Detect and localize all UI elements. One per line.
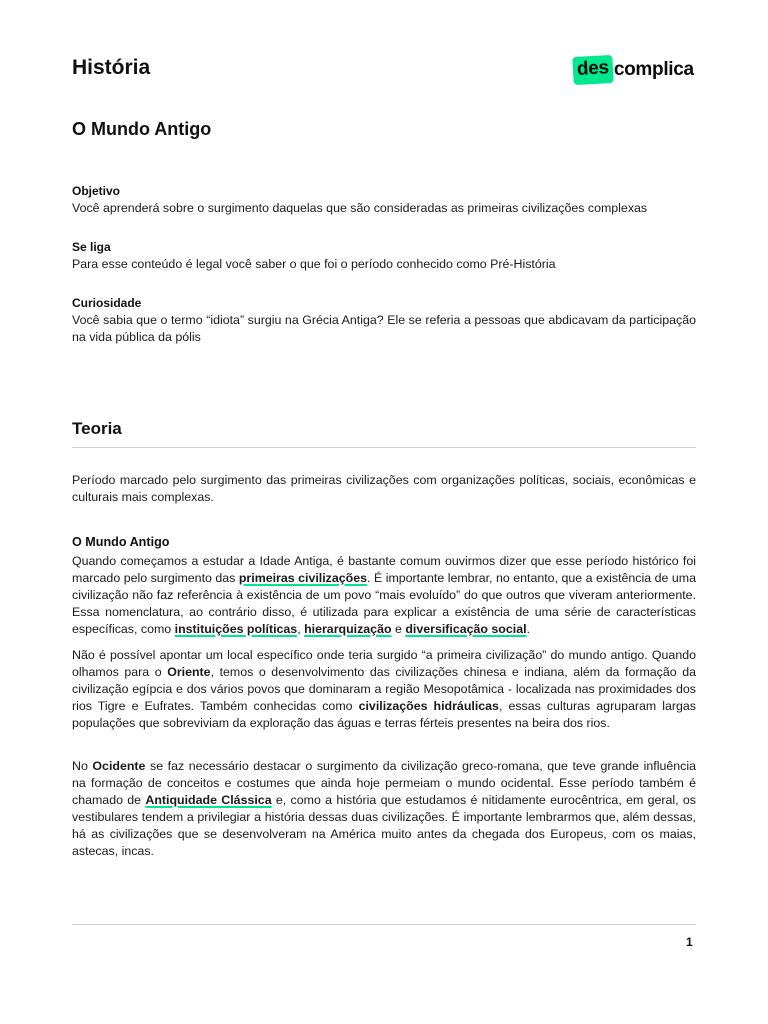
- highlight-primeiras-civilizacoes: primeiras civilizações: [238, 571, 368, 585]
- paragraph-1: [72, 553, 696, 638]
- page-number: 1: [686, 935, 693, 949]
- teoria-heading: Teoria: [72, 419, 122, 438]
- p3-text-c: e, como a história que estudamos é nitidamente eurocêntrica, em geral, os vestibulares tendem a privilegiar a história dessas duas civilizações. É importante lembrarmos que, além dessas, há as civilizações que se desenvolveram na América muito antes da chegada dos Europeus, com os maias, astecas, incas.: [72, 793, 696, 858]
- paragraph-3: [72, 758, 696, 860]
- p2-text-c: , essas culturas agruparam largas populações que sobreviviam da exploração das águas e terras férteis presentes na beira dos rios.: [72, 699, 697, 730]
- teoria-intro: Período marcado pelo surgimento das primeiras civilizações com organizações políticas, sociais, econômicas e culturais mais complexas.: [72, 473, 696, 504]
- subject-title: História: [72, 56, 151, 79]
- objetivo-text: Você aprenderá sobre o surgimento daquelas que são consideradas as primeiras civilizações complexas: [72, 201, 648, 215]
- se-liga-text: Para esse conteúdo é legal você saber o que foi o período conhecido como Pré-História: [72, 257, 556, 271]
- highlight-antiguidade-classica: Antiquidade Clássica: [145, 793, 272, 807]
- curiosidade-text: Você sabia que o termo “idiota” surgiu na Grécia Antiga? Ele se referia a pessoas que abdicavam da participação na vida pública da pólis: [72, 313, 696, 344]
- bold-oriente: Oriente: [167, 665, 211, 679]
- objetivo-label: Objetivo: [72, 184, 121, 198]
- logo-text: complica: [613, 59, 694, 80]
- logo-highlight: des: [572, 55, 613, 85]
- p1-text-e: .: [526, 622, 531, 636]
- paragraph-2: [72, 647, 696, 732]
- p3-text-a: No: [72, 759, 93, 773]
- p1-text-c: ,: [297, 622, 305, 636]
- bold-ocidente: Ocidente: [92, 759, 146, 773]
- document-title: O Mundo Antigo: [72, 119, 212, 139]
- bold-civilizacoes-hidraulicas: civilizações hidráulicas: [358, 699, 499, 713]
- curiosidade-label: Curiosidade: [72, 296, 142, 310]
- p3-text-b: se faz necessário destacar o surgimento da civilização greco-romana, que teve grande influência na formação de conceitos e costumes que ainda hoje permeiam o mundo ocidental. Esse período também é chamado de: [72, 759, 696, 807]
- descomplica-logo: [573, 54, 694, 86]
- p2-text-a: Não é possível apontar um local específico onde teria surgido “a primeira civilização” do mundo antigo. Quando olhamos para o: [72, 648, 696, 679]
- footer-divider: [72, 924, 696, 925]
- p2-text-b: , temos o desenvolvimento das civilizações chinesa e indiana, além da formação da civilização egípcia e dos vários povos que dominaram a região Mesopotâmica - localizada nas proximidades dos rios Tigre e Eufrates. Também conhecidas como: [72, 665, 696, 713]
- highlight-diversificacao-social: diversificação social: [405, 622, 527, 636]
- p1-text-b: . É importante lembrar, no entanto, que a existência de uma civilização não faz referência à existência de um povo “mais evoluído” do que outros que viveram anteriormente. Essa nomenclatura, ao contrário disso, é utilizada para explicar a existência de uma série de características específicas, como: [72, 571, 696, 636]
- highlight-instituicoes-politicas: instituições políticas: [174, 622, 298, 636]
- highlight-hierarquizacao: hierarquização: [304, 622, 392, 636]
- section-divider: [72, 447, 696, 448]
- p1-text-d: e: [391, 622, 406, 636]
- mundo-antigo-subheading: O Mundo Antigo: [72, 535, 170, 549]
- p1-text-a: Quando começamos a estudar a Idade Antiga, é bastante comum ouvirmos dizer que esse período histórico foi marcado pelo surgimento das: [72, 554, 696, 585]
- se-liga-label: Se liga: [72, 240, 111, 254]
